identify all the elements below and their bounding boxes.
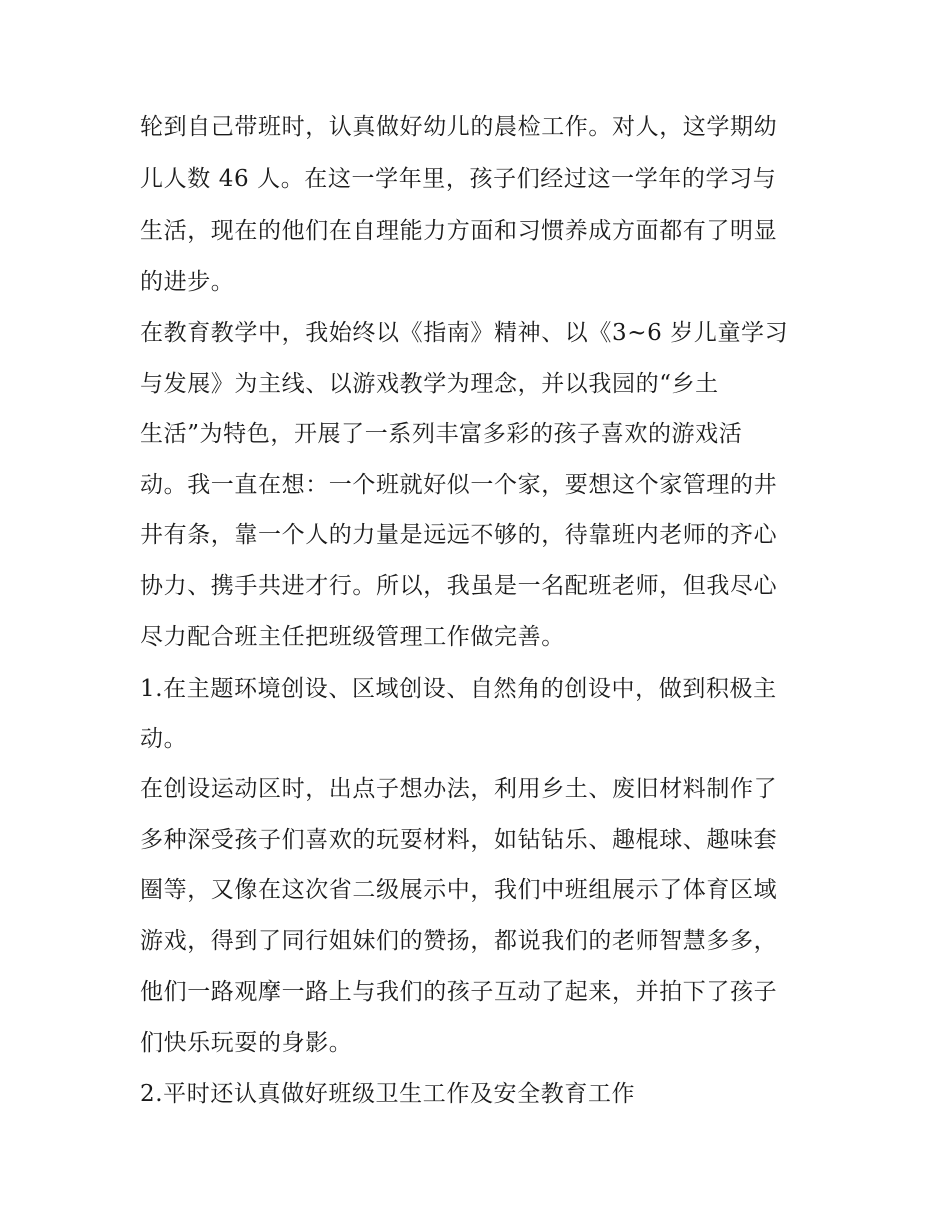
text-line: 1.在主题环境创设、区域创设、自然角的创设中，做到积极主 bbox=[140, 676, 777, 702]
text-line: 在创设运动区时，出点子想办法，利用乡土、废旧材料制作了 bbox=[140, 776, 778, 802]
text-line: 动。 bbox=[140, 726, 188, 752]
text-line: 圈等，又像在这次省二级展示中，我们中班组展示了体育区域 bbox=[140, 877, 778, 903]
text-line: 们快乐玩耍的身影。 bbox=[140, 1030, 353, 1056]
text-line: 井有条，靠一个人的力量是远远不够的，待靠班内老师的齐心 bbox=[140, 522, 778, 548]
text-line: 的进步。 bbox=[140, 269, 235, 295]
text-line: 游戏，得到了同行姐妹们的赞扬，都说我们的老师智慧多多， bbox=[140, 928, 778, 954]
text-line: 他们一路观摩一路上与我们的孩子互动了起来，并拍下了孩子 bbox=[140, 979, 778, 1005]
text-line: 生活”为特色，开展了一系列丰富多彩的孩子喜欢的游戏活 bbox=[140, 421, 743, 447]
text-line: 协力、携手共进才行。所以，我虽是一名配班老师，但我尽心 bbox=[140, 573, 778, 599]
text-line: 儿人数 46 人。在这一学年里，孩子们经过这一学年的学习与 bbox=[140, 166, 777, 192]
text-line: 动。我一直在想：一个班就好似一个家，要想这个家管理的井 bbox=[140, 472, 778, 498]
text-line: 轮到自己带班时，认真做好幼儿的晨检工作。对人，这学期幼 bbox=[140, 114, 778, 140]
text-line: 尽力配合班主任把班级管理工作做完善。 bbox=[140, 624, 565, 650]
text-line: 多种深受孩子们喜欢的玩耍材料，如钻钻乐、趣棍球、趣味套 bbox=[140, 827, 778, 853]
text-line: 生活，现在的他们在自理能力方面和习惯养成方面都有了明显 bbox=[140, 218, 778, 244]
text-line: 与发展》为主线、以游戏教学为理念，并以我园的“乡土 bbox=[140, 371, 719, 397]
text-line: 2.平时还认真做好班级卫生工作及安全教育工作 bbox=[140, 1081, 636, 1107]
text-line: 在教育教学中，我始终以《指南》精神、以《3~6 岁儿童学习 bbox=[140, 320, 789, 346]
